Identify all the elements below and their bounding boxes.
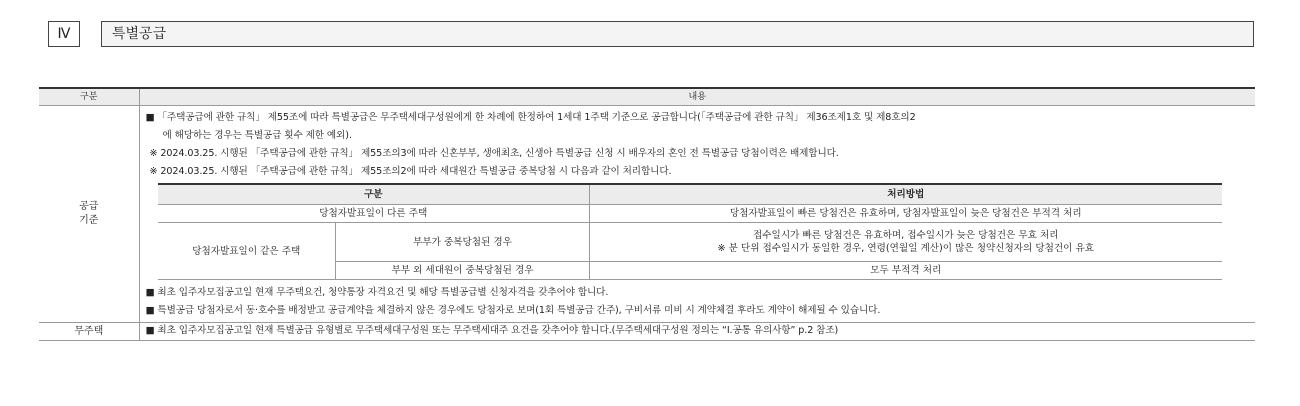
inner-header-row <box>158 184 1222 205</box>
supply-criteria-row <box>39 106 1255 323</box>
bullet-contract-winner: ■ 특별공급 당첨자로서 동·호수를 배정받고 공급계약을 체결하지 않은 경우에도 당첨자로 보며(1회 특별공급 간주), 구비서류 미비 시 계약체결 후라도 계약이 해제될 수 있습니다. <box>145 305 881 316</box>
bullet-eligibility: ■ 최초 입주자모집공고일 현재 무주택요건, 청약통장 자격요건 및 해당 특별공급별 신청자격을 갖추어야 합니다. <box>145 287 609 298</box>
supply-criteria-label-line2: 기준 <box>79 215 99 226</box>
couple-method-line2: ※ 분 단위 접수일시가 동일한 경우, 연령(연월일 계산)이 많은 청약신청자의 당첨건이 유효 <box>717 243 1094 254</box>
duplicate-win-table <box>158 183 1222 280</box>
table-header-row <box>39 88 1255 106</box>
section-number: Ⅳ <box>48 21 80 47</box>
section-title: 특별공급 <box>101 21 1254 47</box>
inner-row-same-date-couple <box>158 223 1222 262</box>
inner-cell-household-method: 모두 부적격 처리 <box>590 262 1222 280</box>
supply-criteria-label <box>39 106 139 323</box>
bullet-one-time-limit: ■ 「주택공급에 관한 규칙」 제55조에 따라 특별공급은 무주택세대구성원에게 한 차례에 한정하여 1세대 1주택 기준으로 공급합니다(「주택공급에 관한 규칙」 제36조제1호 및 제8호의2 <box>145 112 916 123</box>
note-duplicate-win: ※ 2024.03.25. 시행된 「주택공급에 관한 규칙」 제55조의2에 따라 세대원간 특별공급 중복당첨 시 다음과 같이 처리합니다. <box>149 166 672 177</box>
inner-cell-different-date: 당첨자발표일이 다른 주택 <box>158 205 590 223</box>
inner-cell-household-duplicate: 부부 외 세대원이 중복당첨된 경우 <box>336 262 590 280</box>
inner-cell-same-date: 당첨자발표일이 같은 주택 <box>158 223 336 280</box>
homeless-row <box>39 323 1255 341</box>
inner-cell-couple-method <box>590 223 1222 262</box>
header-content: 내용 <box>139 88 1255 106</box>
supply-criteria-content <box>139 106 1255 323</box>
header-category: 구분 <box>39 88 139 106</box>
special-supply-table <box>39 87 1255 341</box>
inner-cell-couple-duplicate: 부부가 중복당첨된 경우 <box>336 223 590 262</box>
inner-cell-different-date-method: 당첨자발표일이 빠른 당첨건은 유효하며, 당첨자발표일이 늦은 당첨건은 부적격 처리 <box>590 205 1222 223</box>
homeless-label: 무주택 <box>39 323 139 341</box>
couple-method-line1: 접수일시가 빠른 당첨건은 유효하며, 접수일시가 늦은 당첨건은 무효 처리 <box>753 230 1059 241</box>
supply-criteria-label-line1: 공급 <box>79 201 99 212</box>
inner-header-method: 처리방법 <box>590 184 1222 205</box>
bullet-one-time-limit-continued: 에 해당하는 경우는 특별공급 횟수 제한 예외). <box>162 130 352 141</box>
homeless-content <box>139 323 1255 341</box>
note-spouse-history: ※ 2024.03.25. 시행된 「주택공급에 관한 규칙」 제55조의3에 따라 신혼부부, 생애최초, 신생아 특별공급 신청 시 배우자의 혼인 전 특별공급 당첨이력은 배제합니다. <box>149 148 839 159</box>
homeless-requirement: ■ 최초 입주자모집공고일 현재 특별공급 유형별로 무주택세대구성원 또는 무주택세대주 요건을 갖추어야 합니다.(무주택세대구성원 정의는 “Ⅰ.공통 유의사항” p.2 참조) <box>145 325 839 336</box>
inner-row-different-date <box>158 205 1222 223</box>
inner-header-category: 구분 <box>158 184 590 205</box>
